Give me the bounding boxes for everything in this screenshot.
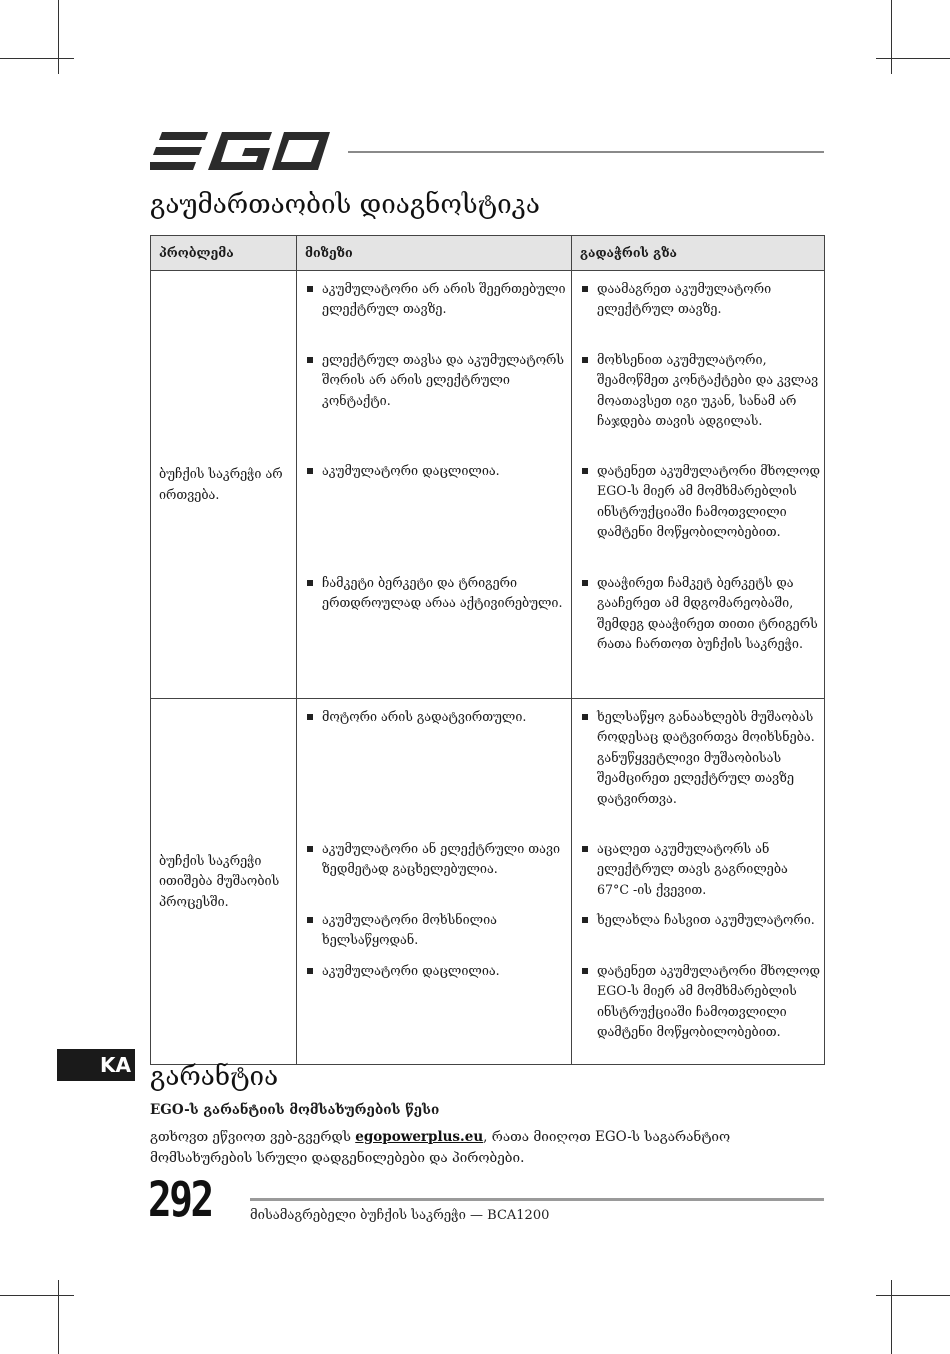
warranty-link[interactable]: egopowerplus.eu	[355, 1129, 484, 1145]
crop-mark	[891, 1280, 892, 1354]
problem-cell: ბუჩქის საკრეჭი არ ირთვება.	[151, 271, 297, 699]
cause-item: აკუმულატორი არ არის შეერთებული ელექტრულ თავზე.	[307, 279, 567, 320]
footer-text: მისამაგრებელი ბუჩქის საკრეჭი — BCA1200	[250, 1208, 550, 1223]
table-row	[151, 699, 825, 1065]
language-tab: KA	[57, 1049, 135, 1081]
solution-cell	[572, 699, 825, 1065]
solution-item: დატენეთ აკუმულატორი მხოლოდ EGO-ს მიერ ამ მომხმარებლის ინსტრუქციაში ჩამოთვლილი დამტენი მოწყობილობებით.	[582, 461, 820, 543]
cause-item: აკუმულატორი ან ელექტრული თავი ზედმეტად გაცხელებულია.	[307, 839, 567, 880]
solution-item: ხელსაწყო განაახლებს მუშაობას როდესაც დატვირთვა მოიხსნება. განუწყვეტლივი მუშაობისას შეამცირეთ ელექტრულ თავზე დატვირთვა.	[582, 707, 820, 809]
warranty-text	[150, 1127, 790, 1169]
header-rule	[348, 151, 824, 153]
crop-mark	[876, 1295, 950, 1296]
cause-item: მოტორი არის გადატვირთული.	[307, 707, 567, 727]
crop-mark	[0, 58, 74, 59]
solution-item: აცალეთ აკუმულატორს ან ელექტრულ თავს გაგრილება 67°C -ის ქვევით.	[582, 839, 820, 900]
cause-cell	[297, 699, 572, 1065]
header-solution: გადაჭრის გზა	[572, 236, 825, 271]
cause-cell	[297, 271, 572, 699]
troubleshooting-table	[150, 235, 825, 1065]
section-title: გაუმართაობის დიაგნოსტიკა	[150, 190, 540, 220]
cause-item: ელექტრულ თავსა და აკუმულატორს შორის არ არის ელექტრული კონტაქტი.	[307, 350, 567, 411]
page-number: 292	[148, 1172, 212, 1228]
cause-item: ჩამკეტი ბერკეტი და ტრიგერი ერთდროულად არაა აქტივირებული.	[307, 573, 567, 614]
crop-mark	[58, 0, 59, 74]
crop-mark	[876, 58, 950, 59]
header-problem: პრობლემა	[151, 236, 297, 271]
solution-item: დაამაგრეთ აკუმულატორი ელექტრულ თავზე.	[582, 279, 820, 320]
header-cause: მიზეზი	[297, 236, 572, 271]
problem-cell: ბუჩქის საკრეჭი ითიშება მუშაობის პროცესში.	[151, 699, 297, 1065]
warranty-text-before: გთხოვთ ეწვიოთ ვებ-გვერდს	[150, 1129, 356, 1145]
footer-rule	[250, 1198, 824, 1201]
warranty-text-after: , რათა მიიღოთ EGO-ს საგარანტიო მომსახურების სრული დადგენილებები და პირობები.	[150, 1129, 731, 1166]
warranty-title: გარანტია	[150, 1062, 279, 1092]
solution-cell	[572, 271, 825, 699]
warranty-subtitle: EGO-ს გარანტიის მომსახურების წესი	[150, 1102, 440, 1118]
cause-item: აკუმულატორი დაცლილია.	[307, 961, 567, 981]
table-header-row	[151, 236, 825, 271]
cause-item: აკუმულატორი დაცლილია.	[307, 461, 567, 481]
cause-item: აკუმულატორი მოხსნილია ხელსაწყოდან.	[307, 910, 567, 951]
solution-item: მოხსენით აკუმულატორი, შეამოწმეთ კონტაქტები და კვლავ მოათავსეთ იგი უკან, სანამ არ ჩაჯდება თავის ადგილას.	[582, 350, 820, 432]
solution-item: დატენეთ აკუმულატორი მხოლოდ EGO-ს მიერ ამ მომხმარებლის ინსტრუქციაში ჩამოთვლილი დამტენი მოწყობილობებით.	[582, 961, 820, 1043]
crop-mark	[58, 1280, 59, 1354]
crop-mark	[891, 0, 892, 74]
table-row	[151, 271, 825, 699]
crop-mark	[0, 1295, 74, 1296]
ego-logo	[150, 132, 330, 170]
solution-item: დააჭირეთ ჩამკეტ ბერკეტს და გააჩერეთ ამ მდგომარეობაში, შემდეგ დააჭირეთ თითი ტრიგერს რათა ჩართოთ ბუჩქის საკრეჭი.	[582, 573, 820, 655]
solution-item: ხელახლა ჩასვით აკუმულატორი.	[582, 910, 820, 930]
